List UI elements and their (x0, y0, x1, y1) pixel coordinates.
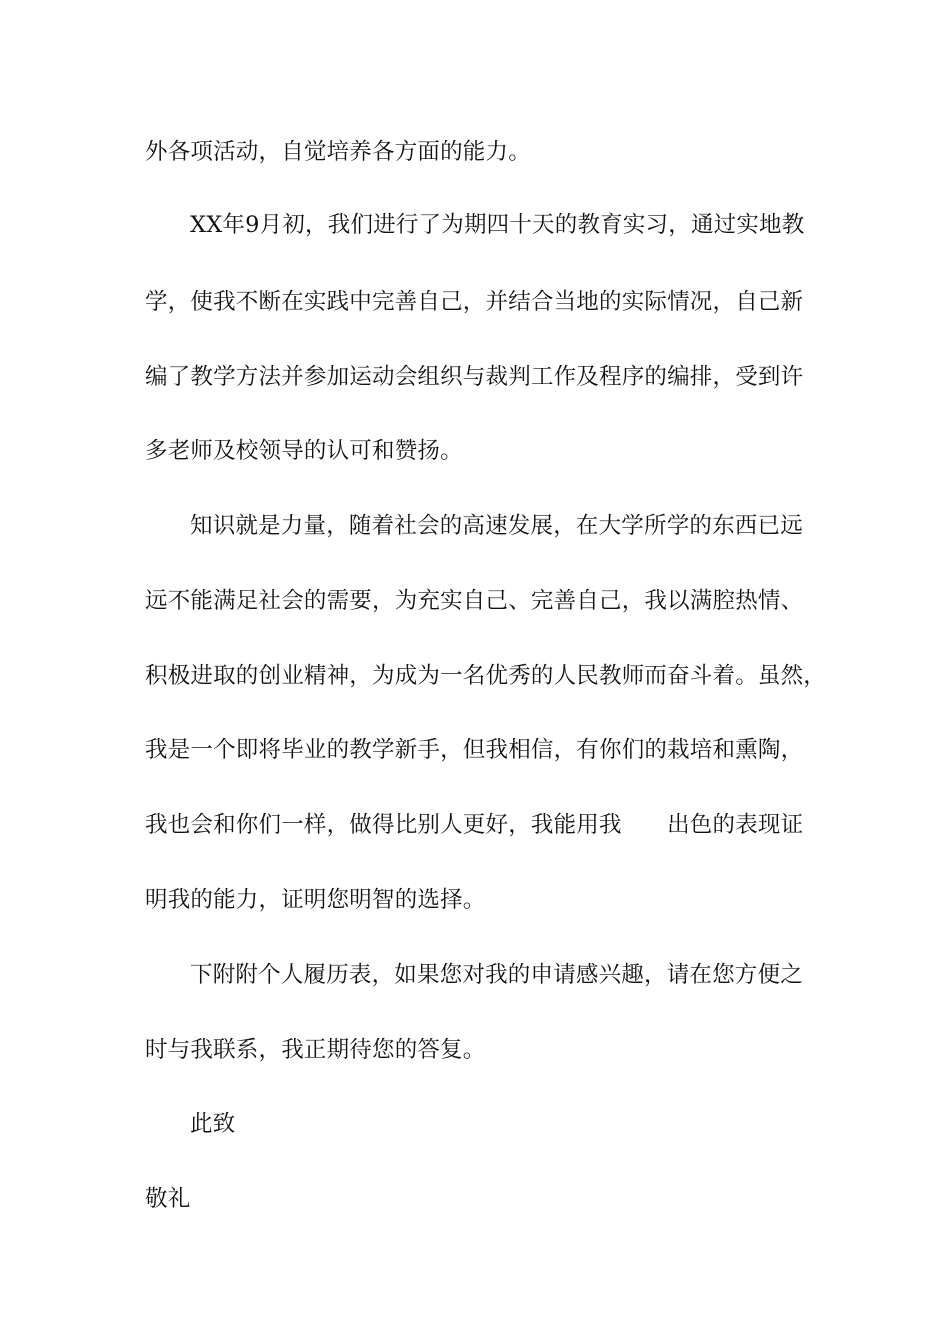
paragraph-start-line: 知识就是力量，随着社会的高速发展，在大学所学的东西已远 (190, 513, 803, 539)
paragraph-start-line: XX年9月初，我们进行了为期四十天的教育实习，通过实地教 (190, 212, 805, 238)
text-line: 外各项活动，自觉培养各方面的能力。 (145, 139, 531, 165)
text-line: 多老师及校领导的认可和赞扬。 (145, 438, 463, 464)
text-line: 时与我联系，我正期待您的答复。 (145, 1037, 486, 1063)
closing-regards: 敬礼 (145, 1186, 191, 1212)
text-line: 我也会和你们一样，做得比别人更好，我能用我 出色的表现证 (145, 812, 804, 838)
closing-salutation: 此致 (190, 1111, 236, 1137)
text-line: 我是一个即将毕业的教学新手，但我相信，有你们的栽培和熏陶， (145, 737, 804, 763)
text-line: 明我的能力，证明您明智的选择。 (145, 887, 486, 913)
text-line: 编了教学方法并参加运动会组织与裁判工作及程序的编排，受到许 (145, 364, 804, 390)
text-line: 积极进取的创业精神，为成为一名优秀的人民教师而奋斗着。虽然， (145, 663, 827, 689)
text-line: 学，使我不断在实践中完善自己，并结合当地的实际情况，自己新 (145, 289, 804, 315)
text-line: 远不能满足社会的需要，为充实自己、完善自己，我以满腔热情、 (145, 588, 804, 614)
paragraph-start-line: 下附附个人履历表，如果您对我的申请感兴趣，请在您方便之 (190, 962, 803, 988)
